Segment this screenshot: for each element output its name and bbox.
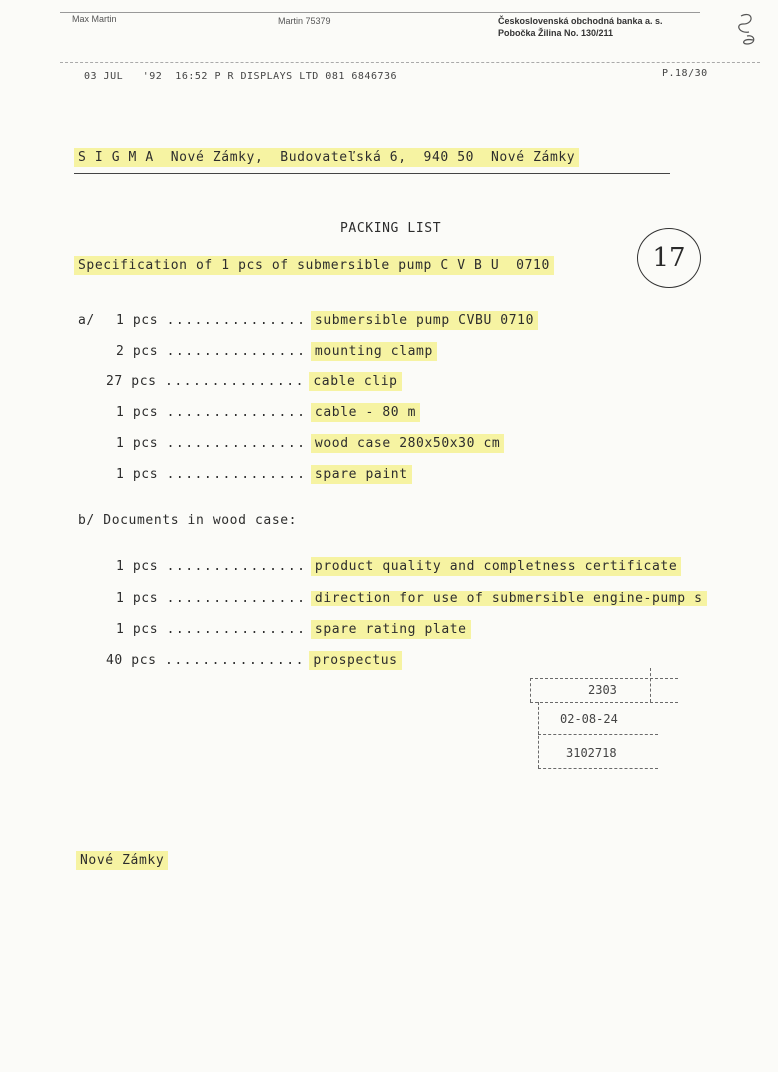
- document-title: PACKING LIST: [340, 221, 442, 236]
- stamp-code: 2303: [588, 683, 617, 697]
- item-qty: 1 pcs: [116, 467, 159, 482]
- specification-text: Specification of 1 pcs of submersible pump C V B U 0710: [74, 256, 554, 275]
- bank-branch: Pobočka Žilina No. 130/211: [498, 28, 614, 38]
- item-qty: 27 pcs: [106, 374, 157, 389]
- list-item: 1 pcs ............... product quality and completness certificate: [116, 559, 681, 574]
- stamp-date: 02-08-24: [560, 712, 618, 726]
- company-address-line: [78, 150, 579, 165]
- item-desc: mounting clamp: [311, 342, 437, 361]
- list-item: 1 pcs ............... wood case 280x50x30 cm: [116, 436, 504, 451]
- section-b-heading: b/ Documents in wood case:: [78, 513, 298, 528]
- section-a-marker: a/: [78, 313, 95, 328]
- item-qty: 1 pcs: [116, 405, 159, 420]
- item-desc: spare rating plate: [311, 620, 471, 639]
- item-desc: prospectus: [309, 651, 401, 670]
- bank-name: Československá obchodná banka a. s.: [498, 16, 663, 26]
- tx-year: '92: [142, 71, 163, 82]
- item-desc: cable - 80 m: [311, 403, 420, 422]
- transmission-line: [84, 71, 397, 82]
- company-city: Nové Zámky: [490, 150, 576, 165]
- item-qty: 1 pcs: [116, 622, 159, 637]
- item-qty: 40 pcs: [106, 653, 157, 668]
- header-divider: [60, 62, 760, 63]
- company-postcode: 940 50: [423, 150, 475, 165]
- stamp-reference: 3102718: [566, 746, 617, 760]
- item-desc: product quality and completness certificate: [311, 557, 681, 576]
- fax-sender-name: Max Martin: [72, 14, 117, 24]
- item-desc: cable clip: [309, 372, 401, 391]
- item-desc: wood case 280x50x30 cm: [311, 434, 504, 453]
- address-underline: [74, 173, 670, 174]
- item-qty: 2 pcs: [116, 344, 159, 359]
- company-street: Budovateľská 6,: [280, 150, 407, 165]
- item-desc: submersible pump CVBU 0710: [311, 311, 538, 330]
- list-item: 1 pcs ............... submersible pump CVBU 0710: [116, 313, 538, 328]
- item-qty: 1 pcs: [116, 436, 159, 451]
- item-desc: direction for use of submersible engine-pump s: [311, 591, 707, 606]
- tx-phone: 081 6846736: [325, 71, 398, 82]
- list-item: 1 pcs ............... direction for use of submersible engine-pump s: [116, 591, 778, 606]
- company-name: S I G M A: [78, 150, 154, 165]
- footer-place: Nové Zámky: [80, 853, 168, 868]
- fax-sender-number: Martin 75379: [278, 16, 331, 26]
- list-item: 2 pcs ............... mounting clamp: [116, 344, 437, 359]
- company-town: Nové Zámky,: [170, 150, 264, 165]
- list-item: 1 pcs ............... spare rating plate: [116, 622, 471, 637]
- list-item: 1 pcs ............... cable - 80 m: [116, 405, 420, 420]
- item-qty: 1 pcs: [116, 313, 159, 328]
- tx-date: 03 JUL: [84, 71, 124, 82]
- list-item: 27 pcs ............... cable clip: [106, 374, 402, 389]
- header-top-rule: [60, 12, 700, 13]
- page-number: P.18/30: [662, 68, 708, 79]
- received-stamp: [530, 668, 680, 774]
- item-qty: 1 pcs: [116, 591, 159, 606]
- item-desc: spare paint: [311, 465, 412, 484]
- handwritten-initials: [733, 10, 763, 50]
- specification-line: [78, 258, 554, 273]
- tx-time: 16:52: [175, 71, 208, 82]
- list-item: 40 pcs ............... prospectus: [106, 653, 402, 668]
- tx-sender: P R DISPLAYS LTD: [214, 71, 319, 82]
- list-item: 1 pcs ............... spare paint: [116, 467, 412, 482]
- item-qty: 1 pcs: [116, 559, 159, 574]
- circled-number: 17: [637, 228, 701, 288]
